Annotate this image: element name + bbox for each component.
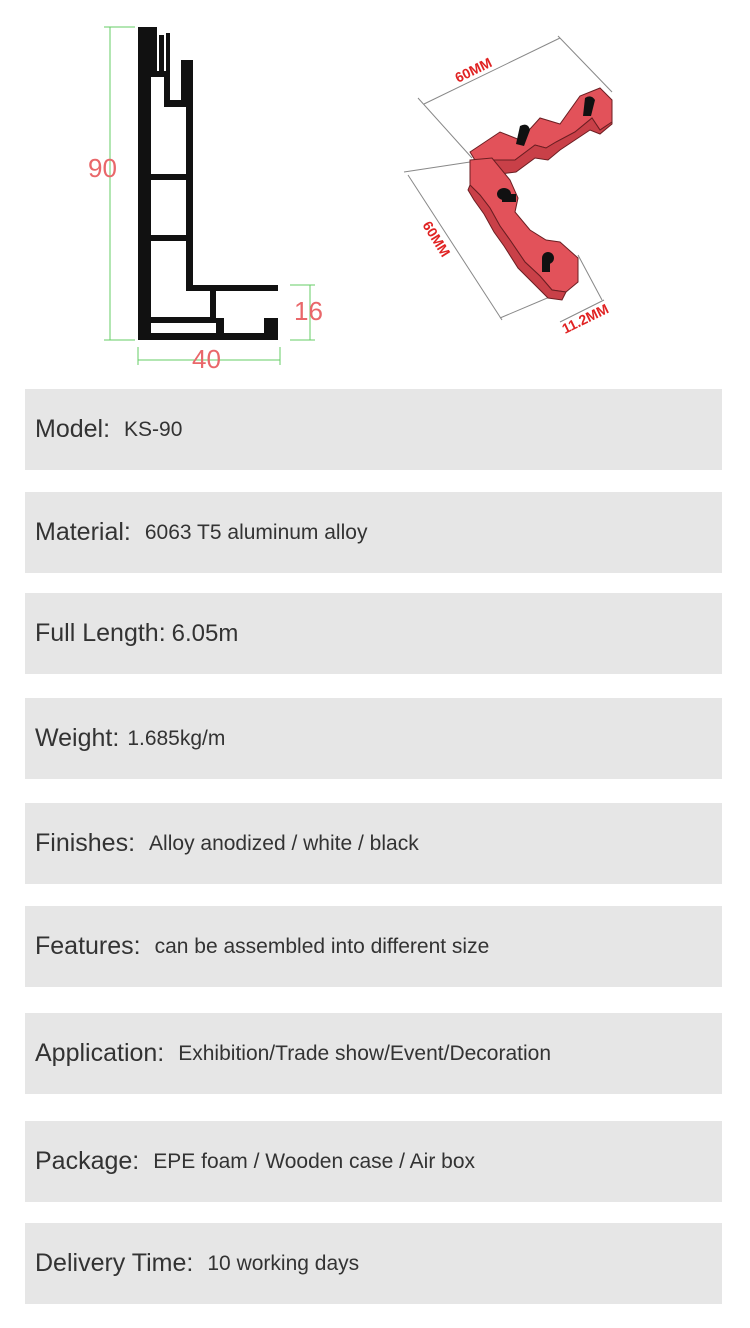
width-dimension-label: 40 — [192, 344, 221, 374]
spec-row-model — [25, 389, 722, 470]
spec-row-delivery-time — [25, 1223, 722, 1304]
height-dimension-label: 90 — [88, 153, 117, 183]
bracket-thickness-label: 11.2MM — [559, 300, 612, 337]
corner-bracket — [404, 36, 612, 337]
spec-label-model: Model: — [35, 415, 111, 443]
profile-shape — [138, 27, 278, 340]
spec-row-package — [25, 1121, 722, 1202]
spec-row-finishes — [25, 803, 722, 884]
spec-value-delivery-time: 10 working days — [207, 1251, 360, 1275]
spec-row-material — [25, 492, 722, 573]
bracket-length-side-label: 60MM — [419, 218, 454, 260]
diagram-area — [0, 0, 750, 380]
bracket-body — [468, 88, 612, 300]
spec-label-material: Material: — [35, 518, 131, 546]
spec-value-finishes: Alloy anodized / white / black — [149, 831, 419, 855]
profile-cross-section — [88, 27, 323, 374]
spec-label-features: Features: — [35, 932, 141, 960]
spec-row-application — [25, 1013, 722, 1094]
spec-label-package: Package: — [35, 1147, 140, 1175]
spec-label-delivery-time: Delivery Time: — [35, 1249, 194, 1277]
diagrams-svg — [0, 0, 750, 380]
spec-value-full-length: 6.05m — [171, 619, 239, 647]
spec-label-application: Application: — [35, 1039, 165, 1067]
bracket-length-top-label: 60MM — [452, 54, 495, 86]
spec-value-package: EPE foam / Wooden case / Air box — [153, 1149, 476, 1173]
spec-value-material: 6063 T5 aluminum alloy — [144, 520, 368, 544]
foot-dimension-label: 16 — [294, 296, 323, 326]
spec-row-features — [25, 906, 722, 987]
spec-value-weight: 1.685kg/m — [127, 726, 226, 750]
dimension-lines — [104, 27, 315, 365]
spec-value-model: KS-90 — [124, 417, 183, 441]
spec-row-weight — [25, 698, 722, 779]
spec-label-finishes: Finishes: — [35, 829, 136, 857]
spec-label-full-length: Full Length: — [35, 619, 166, 647]
spec-value-features: can be assembled into different size — [154, 934, 490, 958]
spec-row-full-length — [25, 593, 722, 674]
spec-label-weight: Weight: — [35, 724, 120, 752]
spec-value-application: Exhibition/Trade show/Event/Decoration — [178, 1041, 551, 1065]
